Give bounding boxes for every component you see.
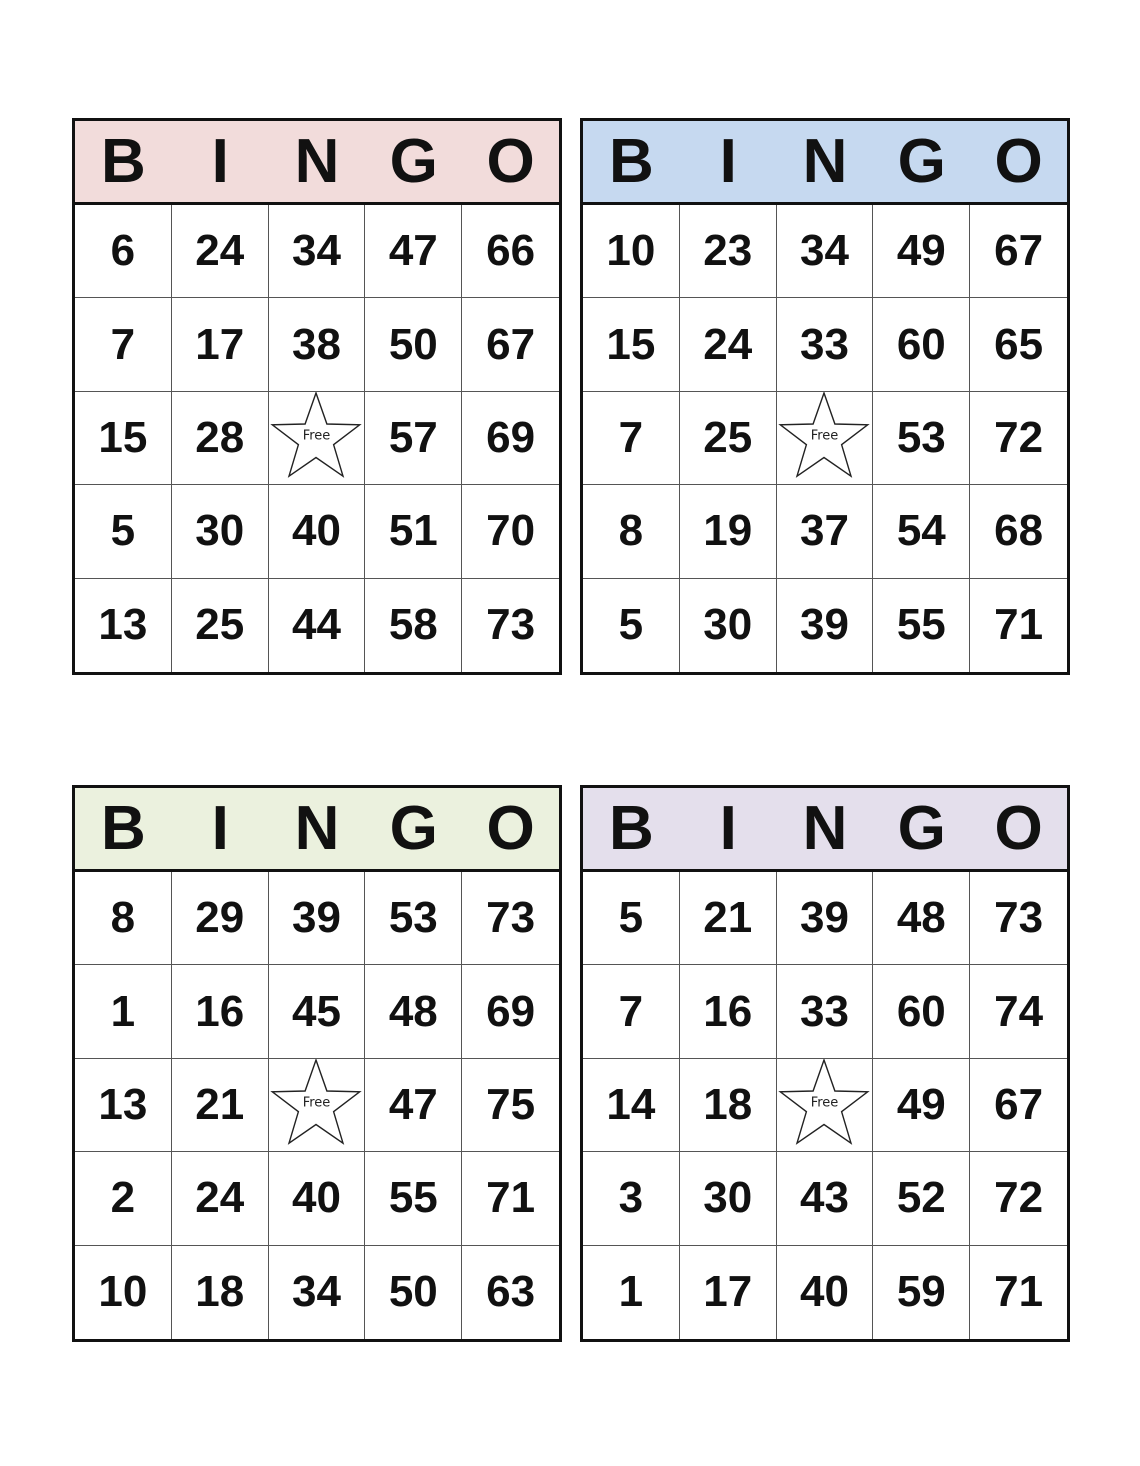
- number-cell: 39: [777, 579, 874, 672]
- header-letter: B: [609, 126, 654, 196]
- number-cell: 33: [777, 298, 874, 391]
- bingo-card-3: [72, 785, 562, 1342]
- number-cell: 15: [583, 298, 680, 391]
- number-cell: 18: [680, 1059, 777, 1152]
- number-cell: 71: [994, 600, 1044, 650]
- number-cell: 51: [365, 485, 462, 578]
- number-cell: 30: [172, 485, 269, 578]
- number-cell: 75: [462, 1059, 559, 1152]
- number-cell: 2: [75, 1152, 172, 1245]
- number-cell: 34: [777, 205, 874, 298]
- number-cell: 58: [365, 579, 462, 672]
- number-cell: 38: [269, 298, 366, 391]
- free-space-cell: [777, 1059, 874, 1152]
- star-icon: [268, 392, 364, 484]
- number-cell: 1: [583, 1246, 680, 1339]
- header-letter: O: [486, 126, 535, 196]
- number-cell: 71: [994, 1267, 1044, 1317]
- number-cell: 73: [462, 872, 559, 965]
- free-label: Free: [302, 428, 331, 444]
- number-cell: 16: [172, 965, 269, 1058]
- number-cell: 49: [873, 1059, 970, 1152]
- free-label: Free: [302, 1095, 331, 1111]
- number-cell: 30: [680, 1152, 777, 1245]
- number-cell: 5: [583, 872, 680, 965]
- number-cell: 5: [75, 485, 172, 578]
- card-header: [583, 121, 1067, 205]
- header-letter: I: [719, 793, 737, 863]
- number-cell: 68: [970, 485, 1067, 578]
- number-cell: 67: [970, 205, 1067, 298]
- number-cell: 7: [75, 298, 172, 391]
- number-cell: 15: [75, 392, 172, 485]
- number-cell: 13: [75, 579, 172, 672]
- number-cell: 13: [75, 1059, 172, 1152]
- number-cell: 72: [970, 392, 1067, 485]
- number-cell: 55: [873, 579, 970, 672]
- number-cell: 37: [777, 485, 874, 578]
- bingo-card-1: [72, 118, 562, 675]
- card-header: [583, 788, 1067, 872]
- header-letter: N: [802, 126, 848, 196]
- card-grid: [583, 205, 1067, 672]
- header-letter: G: [389, 126, 438, 196]
- number-cell: 59: [873, 1246, 970, 1339]
- number-cell: 55: [365, 1152, 462, 1245]
- number-cell: 5: [583, 579, 680, 672]
- number-cell: 14: [583, 1059, 680, 1152]
- number-cell: 34: [269, 205, 366, 298]
- number-cell: 7: [583, 965, 680, 1058]
- number-cell: 39: [269, 872, 366, 965]
- number-cell: 3: [583, 1152, 680, 1245]
- number-cell: 6: [75, 205, 172, 298]
- number-cell: 24: [172, 205, 269, 298]
- number-cell: 57: [365, 392, 462, 485]
- number-cell: 47: [365, 1059, 462, 1152]
- number-cell: 29: [172, 872, 269, 965]
- number-cell: 40: [269, 485, 366, 578]
- header-letter: O: [994, 126, 1043, 196]
- number-cell: 54: [873, 485, 970, 578]
- number-cell: 39: [777, 872, 874, 965]
- number-cell: 24: [172, 1152, 269, 1245]
- number-cell: 28: [172, 392, 269, 485]
- number-cell: 48: [365, 965, 462, 1058]
- number-cell: 40: [777, 1246, 874, 1339]
- number-cell: 53: [873, 392, 970, 485]
- header-letter: I: [211, 793, 229, 863]
- card-grid: [75, 205, 559, 672]
- header-letter: N: [294, 793, 340, 863]
- number-cell: 49: [873, 205, 970, 298]
- header-letter: G: [897, 126, 946, 196]
- number-cell: 73: [486, 600, 536, 650]
- free-space-cell: [777, 392, 874, 485]
- free-label: Free: [810, 1095, 839, 1111]
- number-cell: 74: [970, 965, 1067, 1058]
- number-cell: 8: [583, 485, 680, 578]
- number-cell: 34: [269, 1246, 366, 1339]
- number-cell: 25: [172, 579, 269, 672]
- number-cell: 43: [777, 1152, 874, 1245]
- header-letter: I: [211, 126, 229, 196]
- number-cell: 47: [365, 205, 462, 298]
- number-cell: 60: [873, 965, 970, 1058]
- number-cell: 40: [269, 1152, 366, 1245]
- number-cell: 16: [680, 965, 777, 1058]
- number-cell: 17: [172, 298, 269, 391]
- number-cell: 50: [365, 298, 462, 391]
- number-cell: 33: [777, 965, 874, 1058]
- number-cell: 71: [462, 1152, 559, 1245]
- number-cell: 1: [75, 965, 172, 1058]
- star-icon: [268, 1059, 364, 1151]
- number-cell: 7: [583, 392, 680, 485]
- number-cell: 67: [462, 298, 559, 391]
- number-cell: 44: [269, 579, 366, 672]
- star-icon: [776, 392, 872, 484]
- header-letter: B: [101, 793, 146, 863]
- card-header: [75, 788, 559, 872]
- number-cell: 10: [75, 1246, 172, 1339]
- number-cell: 53: [365, 872, 462, 965]
- number-cell: 63: [486, 1267, 536, 1317]
- header-letter: O: [486, 793, 535, 863]
- number-cell: 45: [269, 965, 366, 1058]
- number-cell: 48: [873, 872, 970, 965]
- number-cell: 10: [583, 205, 680, 298]
- number-cell: 18: [172, 1246, 269, 1339]
- free-label: Free: [810, 428, 839, 444]
- header-letter: G: [897, 793, 946, 863]
- number-cell: 30: [680, 579, 777, 672]
- number-cell: 60: [873, 298, 970, 391]
- number-cell: 65: [970, 298, 1067, 391]
- card-grid: [583, 872, 1067, 1339]
- bingo-card-2: [580, 118, 1070, 675]
- number-cell: 70: [462, 485, 559, 578]
- number-cell: 19: [680, 485, 777, 578]
- number-cell: 50: [365, 1246, 462, 1339]
- card-grid: [75, 872, 559, 1339]
- free-space-cell: [269, 392, 366, 485]
- number-cell: 8: [75, 872, 172, 965]
- number-cell: 66: [462, 205, 559, 298]
- number-cell: 21: [172, 1059, 269, 1152]
- header-letter: B: [609, 793, 654, 863]
- number-cell: 73: [970, 872, 1067, 965]
- number-cell: 67: [970, 1059, 1067, 1152]
- bingo-card-4: [580, 785, 1070, 1342]
- header-letter: N: [802, 793, 848, 863]
- star-icon: [776, 1059, 872, 1151]
- header-letter: B: [101, 126, 146, 196]
- card-header: [75, 121, 559, 205]
- number-cell: 72: [970, 1152, 1067, 1245]
- number-cell: 23: [680, 205, 777, 298]
- number-cell: 25: [680, 392, 777, 485]
- number-cell: 17: [680, 1246, 777, 1339]
- number-cell: 21: [680, 872, 777, 965]
- number-cell: 69: [462, 392, 559, 485]
- header-letter: G: [389, 793, 438, 863]
- number-cell: 24: [680, 298, 777, 391]
- header-letter: I: [719, 126, 737, 196]
- number-cell: 69: [462, 965, 559, 1058]
- header-letter: O: [994, 793, 1043, 863]
- number-cell: 52: [873, 1152, 970, 1245]
- header-letter: N: [294, 126, 340, 196]
- free-space-cell: [269, 1059, 366, 1152]
